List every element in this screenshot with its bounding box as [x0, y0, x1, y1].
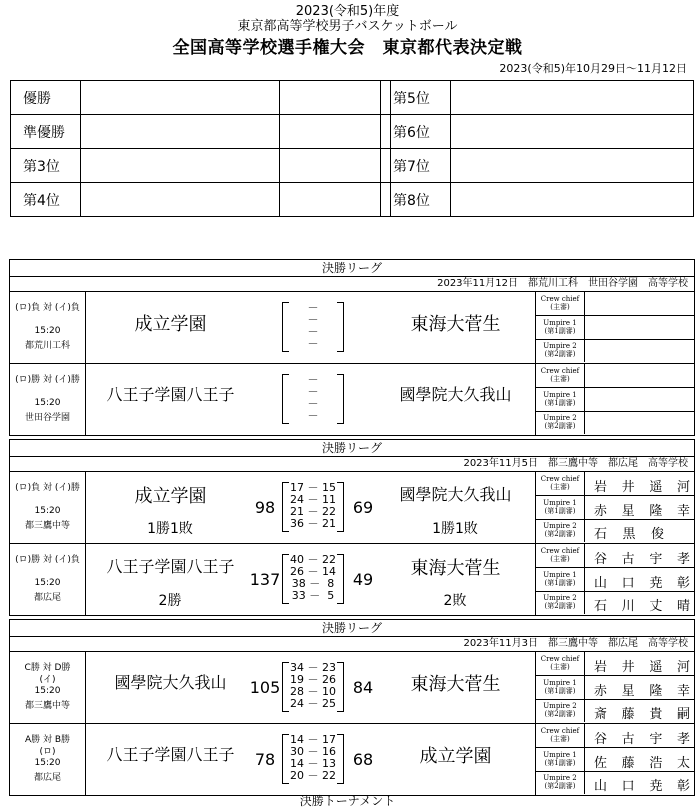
- team-b-score: 49: [352, 570, 374, 589]
- umpire-2-row: [536, 591, 694, 614]
- role-name: Umpire 2: [543, 522, 577, 531]
- umpire-2-row: [536, 771, 694, 794]
- rank-label: 第5位: [381, 81, 451, 115]
- team-b-name: 東海大菅生: [410, 558, 501, 579]
- crew-chief-label: [536, 544, 585, 567]
- match-venue: 世田谷学園: [24, 413, 70, 423]
- quarter-score: －: [307, 313, 319, 326]
- team-b-name: 成立学園: [419, 746, 492, 767]
- team-a-score: 98: [254, 498, 276, 517]
- crew-chief-name: 谷 古 宇 孝: [594, 732, 690, 747]
- role-name: Umpire 2: [543, 414, 577, 423]
- umpire-1-name: 山 口 尭 彰: [594, 575, 690, 591]
- role-desc: (主審): [550, 303, 570, 311]
- rank-label: 優勝: [11, 81, 81, 115]
- team-a-score: 105: [249, 678, 281, 697]
- quarter-score: －: [307, 397, 319, 410]
- match-conditions: [10, 544, 86, 615]
- rank-team-cell: [451, 149, 694, 183]
- match-time: 15:20: [34, 758, 61, 768]
- rank-note-cell: [280, 115, 391, 149]
- umpire-2-name: 山 口 尭 彰: [594, 779, 690, 795]
- quarter-score: 14 － 17: [290, 733, 336, 746]
- crew-chief-row: [536, 472, 694, 496]
- team-a-name: 成立学園: [134, 314, 207, 335]
- rank-note-cell: [280, 81, 391, 115]
- match-conditions: [10, 724, 86, 795]
- bracket-right: [337, 374, 344, 424]
- umpire-2-label: [536, 771, 585, 794]
- bracket-left: [282, 302, 289, 352]
- match-condition: (ロ)勝 対 (イ)勝: [15, 375, 80, 385]
- quarter-score: 26 － 14: [290, 565, 336, 578]
- match-time: 15:20: [34, 398, 61, 408]
- crew-chief-label: [536, 292, 585, 315]
- role-desc: (主審): [550, 375, 570, 383]
- bracket-right: [337, 734, 344, 784]
- team-b-score: 69: [352, 498, 374, 517]
- rank-team-cell: [451, 183, 694, 217]
- role-name: Umpire 2: [543, 594, 577, 603]
- role-desc: (第2副審): [544, 530, 576, 539]
- match-condition: (ロ)負 対 (イ)負: [15, 303, 80, 313]
- role-name: Crew chief: [540, 655, 580, 663]
- footer-partial-title: 決勝トーナメント: [299, 794, 396, 808]
- crew-chief-row: [536, 364, 694, 388]
- rank-label: 第8位: [381, 183, 451, 217]
- crew-chief-row: [536, 724, 694, 748]
- match-condition-sub: (イ): [39, 675, 56, 685]
- match-venue: 都三鷹中等: [24, 701, 70, 711]
- rank-team-cell: [81, 183, 280, 217]
- role-desc: (主審): [550, 483, 570, 491]
- role-desc: (主審): [550, 735, 570, 743]
- quarter-score: －: [307, 337, 319, 350]
- role-desc: (第1副審): [544, 686, 576, 695]
- team-b-record: 2敗: [443, 593, 467, 609]
- umpire-1-row: [536, 496, 694, 520]
- umpire-1-row: [536, 568, 694, 592]
- umpire-2-row: [536, 339, 694, 362]
- section-title: 決勝リーグ: [10, 620, 694, 637]
- quarter-score: 34 － 23: [290, 661, 336, 674]
- section-info: 2023年11月5日 都三鷹中等 都広尾 高等学校: [10, 457, 694, 472]
- rank-note-cell: [280, 149, 391, 183]
- role-name: Crew chief: [540, 727, 580, 735]
- date-range: 2023(令和5)年10月29日～11月12日: [499, 62, 687, 75]
- umpire-1-label: [536, 388, 585, 411]
- referee-block: [535, 724, 694, 795]
- quarter-score: 40 － 22: [290, 553, 336, 566]
- umpire-1-row: [536, 388, 694, 412]
- rank-team-cell: [81, 81, 280, 115]
- quarter-score: －: [307, 301, 319, 314]
- umpire-1-label: [536, 496, 585, 519]
- team-b-score: 84: [352, 678, 374, 697]
- quarter-scores: [282, 302, 344, 352]
- role-name: Crew chief: [540, 367, 580, 375]
- match-time: 15:20: [34, 506, 61, 516]
- bracket-right: [337, 662, 344, 712]
- quarter-score: 14 － 13: [290, 757, 336, 770]
- quarter-score: 38 － 8: [291, 577, 335, 590]
- crew-chief-label: [536, 652, 585, 675]
- match-row: [10, 364, 694, 436]
- match-condition-sub: (ロ): [39, 747, 56, 757]
- team-b-name: 國學院大久我山: [399, 485, 512, 504]
- role-desc: (第1副審): [544, 398, 576, 407]
- match-conditions: [10, 292, 86, 363]
- role-desc: (第2副審): [544, 350, 576, 359]
- team-b-score: 68: [352, 750, 374, 769]
- team-a-score: 137: [249, 570, 281, 589]
- role-name: Umpire 1: [543, 390, 577, 399]
- match-venue: 都三鷹中等: [24, 521, 70, 531]
- role-name: Umpire 1: [543, 570, 577, 579]
- umpire-1-row: [536, 316, 694, 340]
- umpire-2-row: [536, 699, 694, 722]
- quarter-score: 36 － 21: [290, 517, 336, 530]
- rankings-right-table: [380, 80, 694, 217]
- team-a-name: 八王子学園八王子: [106, 385, 235, 404]
- quarter-score: －: [307, 373, 319, 386]
- umpire-1-label: [536, 676, 585, 699]
- role-name: Umpire 2: [543, 774, 577, 783]
- league-line: 東京都高等学校男子バスケットボール: [237, 19, 458, 34]
- umpire-2-label: [536, 591, 585, 614]
- role-desc: (第2副審): [544, 710, 576, 719]
- referee-block: [535, 652, 694, 723]
- league-section: [9, 439, 695, 616]
- match-row: [10, 544, 694, 616]
- match-row: [10, 292, 694, 364]
- team-b-record: 1勝1敗: [432, 521, 478, 537]
- rank-label: 第7位: [381, 149, 451, 183]
- role-name: Crew chief: [540, 295, 580, 303]
- quarter-score: 33 － 5: [291, 589, 335, 602]
- quarter-score: －: [307, 385, 319, 398]
- team-a-record: 2勝: [158, 593, 182, 609]
- role-name: Crew chief: [540, 547, 580, 555]
- role-desc: (第2副審): [544, 422, 576, 431]
- match-row: [10, 652, 694, 724]
- team-a-name: 八王子学園八王子: [106, 745, 235, 764]
- umpire-1-label: [536, 316, 585, 339]
- umpire-1-name: 赤 星 隆 幸: [594, 503, 690, 519]
- rank-label: 準優勝: [11, 115, 81, 149]
- referee-block: [535, 364, 694, 435]
- quarter-scores: [282, 734, 344, 784]
- league-section: [9, 259, 695, 436]
- role-name: Umpire 1: [543, 318, 577, 327]
- role-name: Umpire 1: [543, 498, 577, 507]
- quarter-score: 24 － 11: [290, 493, 336, 506]
- role-desc: (第1副審): [544, 506, 576, 515]
- rankings-left-table: [10, 80, 391, 217]
- section-title: 決勝リーグ: [10, 260, 694, 277]
- crew-chief-row: [536, 652, 694, 676]
- umpire-2-label: [536, 699, 585, 722]
- role-desc: (第1副審): [544, 326, 576, 335]
- quarter-scores: [282, 374, 344, 424]
- rank-team-cell: [451, 81, 694, 115]
- match-venue: 都荒川工科: [24, 341, 70, 351]
- team-a-score: 78: [254, 750, 276, 769]
- rank-label: 第3位: [11, 149, 81, 183]
- umpire-2-name: 石 川 丈 晴: [594, 599, 690, 615]
- umpire-2-name: 石 黒 俊: [594, 527, 664, 543]
- crew-chief-name: 岩 井 遥 河: [594, 480, 690, 495]
- match-row: [10, 724, 694, 796]
- bracket-left: [282, 482, 289, 532]
- rank-team-cell: [81, 149, 280, 183]
- umpire-1-row: [536, 748, 694, 772]
- umpire-2-row: [536, 519, 694, 542]
- match-condition: (ロ)勝 対 (イ)負: [15, 555, 80, 565]
- quarter-score: 19 － 26: [290, 673, 336, 686]
- match-condition: A勝 対 B勝: [24, 735, 71, 745]
- quarter-scores: [282, 662, 344, 712]
- role-name: Umpire 1: [543, 678, 577, 687]
- referee-block: [535, 472, 694, 543]
- team-a-record: 1勝1敗: [147, 521, 193, 537]
- bracket-left: [282, 662, 289, 712]
- match-conditions: [10, 472, 86, 543]
- umpire-1-label: [536, 748, 585, 771]
- season-line: 2023(令和5)年度: [295, 4, 400, 19]
- match-conditions: [10, 364, 86, 435]
- bracket-right: [337, 482, 344, 532]
- rank-label: 第6位: [381, 115, 451, 149]
- crew-chief-row: [536, 292, 694, 316]
- quarter-score: 30 － 16: [290, 745, 336, 758]
- role-desc: (第2副審): [544, 602, 576, 611]
- team-a-name: 國學院大久我山: [114, 673, 227, 692]
- quarter-scores: [282, 554, 344, 604]
- role-name: Crew chief: [540, 475, 580, 483]
- team-b-name: 東海大菅生: [410, 674, 501, 695]
- bracket-right: [337, 302, 344, 352]
- role-desc: (主審): [550, 555, 570, 563]
- umpire-2-label: [536, 411, 585, 434]
- referee-block: [535, 544, 694, 615]
- role-desc: (主審): [550, 663, 570, 671]
- rank-label: 第4位: [11, 183, 81, 217]
- match-time: 15:20: [34, 686, 61, 696]
- umpire-2-row: [536, 411, 694, 434]
- crew-chief-label: [536, 364, 585, 387]
- match-condition: C勝 対 D勝: [24, 663, 71, 673]
- quarter-score: 20 － 22: [290, 769, 336, 782]
- rank-team-cell: [451, 115, 694, 149]
- quarter-score: 28 － 10: [290, 685, 336, 698]
- rank-team-cell: [81, 115, 280, 149]
- page-title: 全国高等学校選手権大会 東京都代表決定戦: [172, 38, 523, 58]
- bracket-left: [282, 734, 289, 784]
- umpire-1-name: 佐 藤 浩 太: [594, 755, 690, 771]
- role-name: Umpire 2: [543, 342, 577, 351]
- referee-block: [535, 292, 694, 363]
- umpire-2-name: 斎 藤 貴 嗣: [594, 707, 690, 723]
- role-desc: (第1副審): [544, 578, 576, 587]
- section-info: 2023年11月12日 都荒川工科 世田谷学園 高等学校: [10, 277, 694, 292]
- match-time: 15:20: [34, 326, 61, 336]
- bracket-left: [282, 374, 289, 424]
- crew-chief-label: [536, 472, 585, 495]
- match-condition: (ロ)負 対 (イ)勝: [15, 483, 80, 493]
- crew-chief-name: 谷 古 宇 孝: [594, 552, 690, 567]
- umpire-1-name: 赤 星 隆 幸: [594, 683, 690, 699]
- role-name: Umpire 2: [543, 702, 577, 711]
- crew-chief-label: [536, 724, 585, 747]
- umpire-2-label: [536, 519, 585, 542]
- rank-note-cell: [280, 183, 391, 217]
- quarter-score: －: [307, 409, 319, 422]
- crew-chief-row: [536, 544, 694, 568]
- match-row: [10, 472, 694, 544]
- umpire-2-label: [536, 339, 585, 362]
- crew-chief-name: 岩 井 遥 河: [594, 660, 690, 675]
- match-conditions: [10, 652, 86, 723]
- team-a-name: 八王子学園八王子: [106, 557, 235, 576]
- team-b-name: 東海大菅生: [410, 314, 501, 335]
- team-a-name: 成立学園: [134, 486, 207, 507]
- quarter-scores: [282, 482, 344, 532]
- section-title: 決勝リーグ: [10, 440, 694, 457]
- umpire-1-row: [536, 676, 694, 700]
- role-desc: (第1副審): [544, 758, 576, 767]
- quarter-score: 17 － 15: [290, 481, 336, 494]
- match-time: 15:20: [34, 578, 61, 588]
- quarter-score: 21 － 22: [290, 505, 336, 518]
- league-section: [9, 619, 695, 796]
- role-name: Umpire 1: [543, 750, 577, 759]
- bracket-right: [337, 554, 344, 604]
- match-venue: 都広尾: [33, 773, 61, 783]
- umpire-1-label: [536, 568, 585, 591]
- quarter-score: 24 － 25: [290, 697, 336, 710]
- quarter-score: －: [307, 325, 319, 338]
- team-b-name: 國學院大久我山: [399, 385, 512, 404]
- bracket-left: [282, 554, 289, 604]
- section-info: 2023年11月3日 都三鷹中等 都広尾 高等学校: [10, 637, 694, 652]
- match-venue: 都広尾: [33, 593, 61, 603]
- role-desc: (第2副審): [544, 782, 576, 791]
